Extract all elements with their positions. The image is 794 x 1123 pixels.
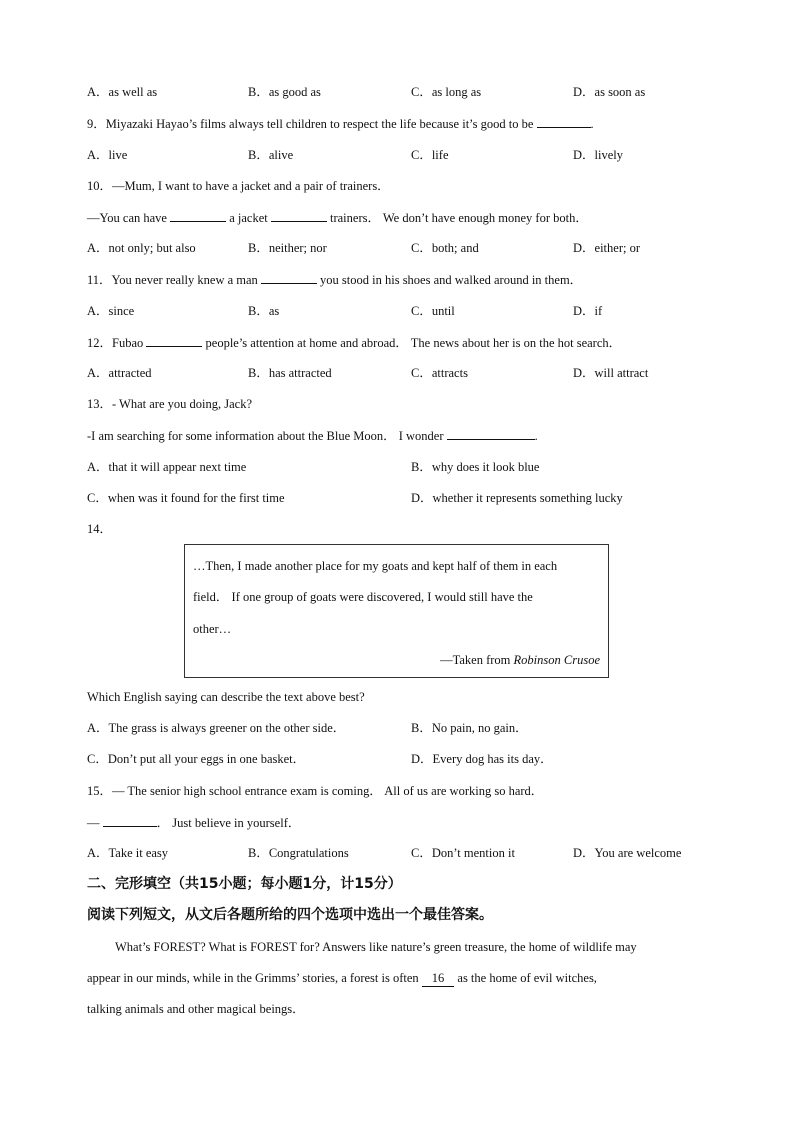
q12-option-b[interactable]: B．has attracted	[248, 366, 332, 380]
q14-option-a[interactable]: A．The grass is always greener on the other side．	[87, 721, 346, 735]
q14-option-b[interactable]: B．No pain, no gain．	[411, 721, 528, 735]
q8-option-c[interactable]: C．as long as	[411, 85, 482, 99]
q12-option-d[interactable]: D．will attract	[573, 366, 649, 380]
q10-option-c[interactable]: C．both; and	[411, 241, 479, 255]
passage-line-1: What’s FOREST? What is FOREST for? Answers like nature’s green treasure, the home of wildlife may	[115, 940, 637, 954]
q15-blank	[103, 814, 157, 827]
q8-option-b[interactable]: B．as good as	[248, 85, 321, 99]
q10-blank-2	[271, 209, 327, 222]
excerpt-line-2: field． If one group of goats were discovered, I would still have the	[193, 590, 533, 604]
q13-line-end: .	[534, 429, 538, 443]
q10-blank-1	[170, 209, 226, 222]
q11-option-d[interactable]: D．if	[573, 304, 603, 318]
q12-option-a[interactable]: A．attracted	[87, 366, 152, 380]
passage-line-3: talking animals and other magical beings．	[87, 1002, 305, 1016]
q9-stem	[87, 115, 594, 132]
q15-option-c[interactable]: C．Don’t mention it	[411, 846, 515, 860]
q13-line-part-a: -I am searching for some information about the Blue Moon． I wonder	[87, 429, 444, 443]
q11-stem-part-a: 11．You never really knew a man	[87, 273, 258, 287]
q9-option-d[interactable]: D．lively	[573, 148, 623, 162]
passage-line-2-part-a: appear in our minds, while in the Grimms’ stories, a forest is often	[87, 971, 419, 985]
q11-option-b[interactable]: B．as	[248, 304, 280, 318]
excerpt-source-title: Robinson Crusoe	[513, 653, 600, 667]
q14-option-d[interactable]: D．Every dog has its day．	[411, 752, 553, 766]
excerpt-source	[193, 652, 600, 668]
q13-blank	[447, 427, 535, 440]
q13-stem: 13．- What are you doing, Jack?	[87, 397, 252, 411]
q12-blank	[146, 334, 202, 347]
q11-stem-part-b: you stood in his shoes and walked around in them．	[320, 273, 583, 287]
q13-dialogue	[87, 427, 538, 444]
q13-option-b[interactable]: B．why does it look blue	[411, 460, 540, 474]
section-2-title: 二、完形填空（共15小题；每小题1分，计15分）	[87, 876, 402, 892]
q14-excerpt-box	[184, 544, 609, 678]
q10-option-a[interactable]: A．not only; but also	[87, 241, 196, 255]
q9-blank	[537, 115, 591, 128]
q12-stem	[87, 334, 621, 351]
q13-option-a[interactable]: A．that it will appear next time	[87, 460, 247, 474]
q8-option-a[interactable]: A．as well as	[87, 85, 158, 99]
q14-question: Which English saying can describe the text above best?	[87, 690, 365, 704]
section-2-instruction: 阅读下列短文，从文后各题所给的四个选项中选出一个最佳答案。	[87, 907, 493, 923]
q10-dialogue	[87, 209, 588, 226]
passage-line-2	[87, 970, 597, 987]
q11-blank	[261, 271, 317, 284]
q10-line-part-a: —You can have	[87, 211, 167, 225]
q12-option-c[interactable]: C．attracts	[411, 366, 468, 380]
q9-stem-end: .	[590, 117, 594, 131]
excerpt-source-prefix: —Taken from	[440, 653, 514, 667]
q14-number: 14．	[87, 522, 113, 536]
passage-blank-16: 16	[422, 970, 455, 987]
q8-option-d[interactable]: D．as soon as	[573, 85, 646, 99]
q12-stem-part-a: 12．Fubao	[87, 336, 144, 350]
q15-option-a[interactable]: A．Take it easy	[87, 846, 169, 860]
q15-dialogue	[87, 814, 300, 831]
q9-option-b[interactable]: B．alive	[248, 148, 294, 162]
q11-option-a[interactable]: A．since	[87, 304, 135, 318]
q9-stem-text: 9．Miyazaki Hayao’s films always tell children to respect the life because it’s good to be	[87, 117, 534, 131]
q15-option-b[interactable]: B．Congratulations	[248, 846, 349, 860]
q15-line-part-b: ． Just believe in yourself．	[156, 816, 301, 830]
q15-line-part-a: —	[87, 816, 100, 830]
q15-stem: 15．— The senior high school entrance exam is coming． All of us are working so hard．	[87, 784, 544, 798]
q12-stem-part-b: people’s attention at home and abroad． The news about her is on the hot search．	[205, 336, 622, 350]
q11-stem	[87, 271, 582, 288]
passage-line-2-part-b: as the home of evil witches,	[457, 971, 597, 985]
q13-option-d[interactable]: D．whether it represents something lucky	[411, 491, 623, 505]
q13-option-c[interactable]: C．when was it found for the first time	[87, 491, 285, 505]
q10-stem: 10．—Mum, I want to have a jacket and a pair of trainers．	[87, 179, 390, 193]
q10-option-b[interactable]: B．neither; nor	[248, 241, 327, 255]
q10-option-d[interactable]: D．either; or	[573, 241, 640, 255]
excerpt-line-3: other…	[193, 622, 232, 636]
q10-line-part-c: trainers． We don’t have enough money for both．	[329, 211, 588, 225]
q11-option-c[interactable]: C．until	[411, 304, 455, 318]
excerpt-line-1: …Then, I made another place for my goats and kept half of them in each	[193, 559, 558, 573]
q15-option-d[interactable]: D．You are welcome	[573, 846, 682, 860]
q14-option-c[interactable]: C．Don’t put all your eggs in one basket．	[87, 752, 306, 766]
q10-line-part-b: a jacket	[229, 211, 268, 225]
q9-option-c[interactable]: C．life	[411, 148, 449, 162]
q9-option-a[interactable]: A．live	[87, 148, 128, 162]
